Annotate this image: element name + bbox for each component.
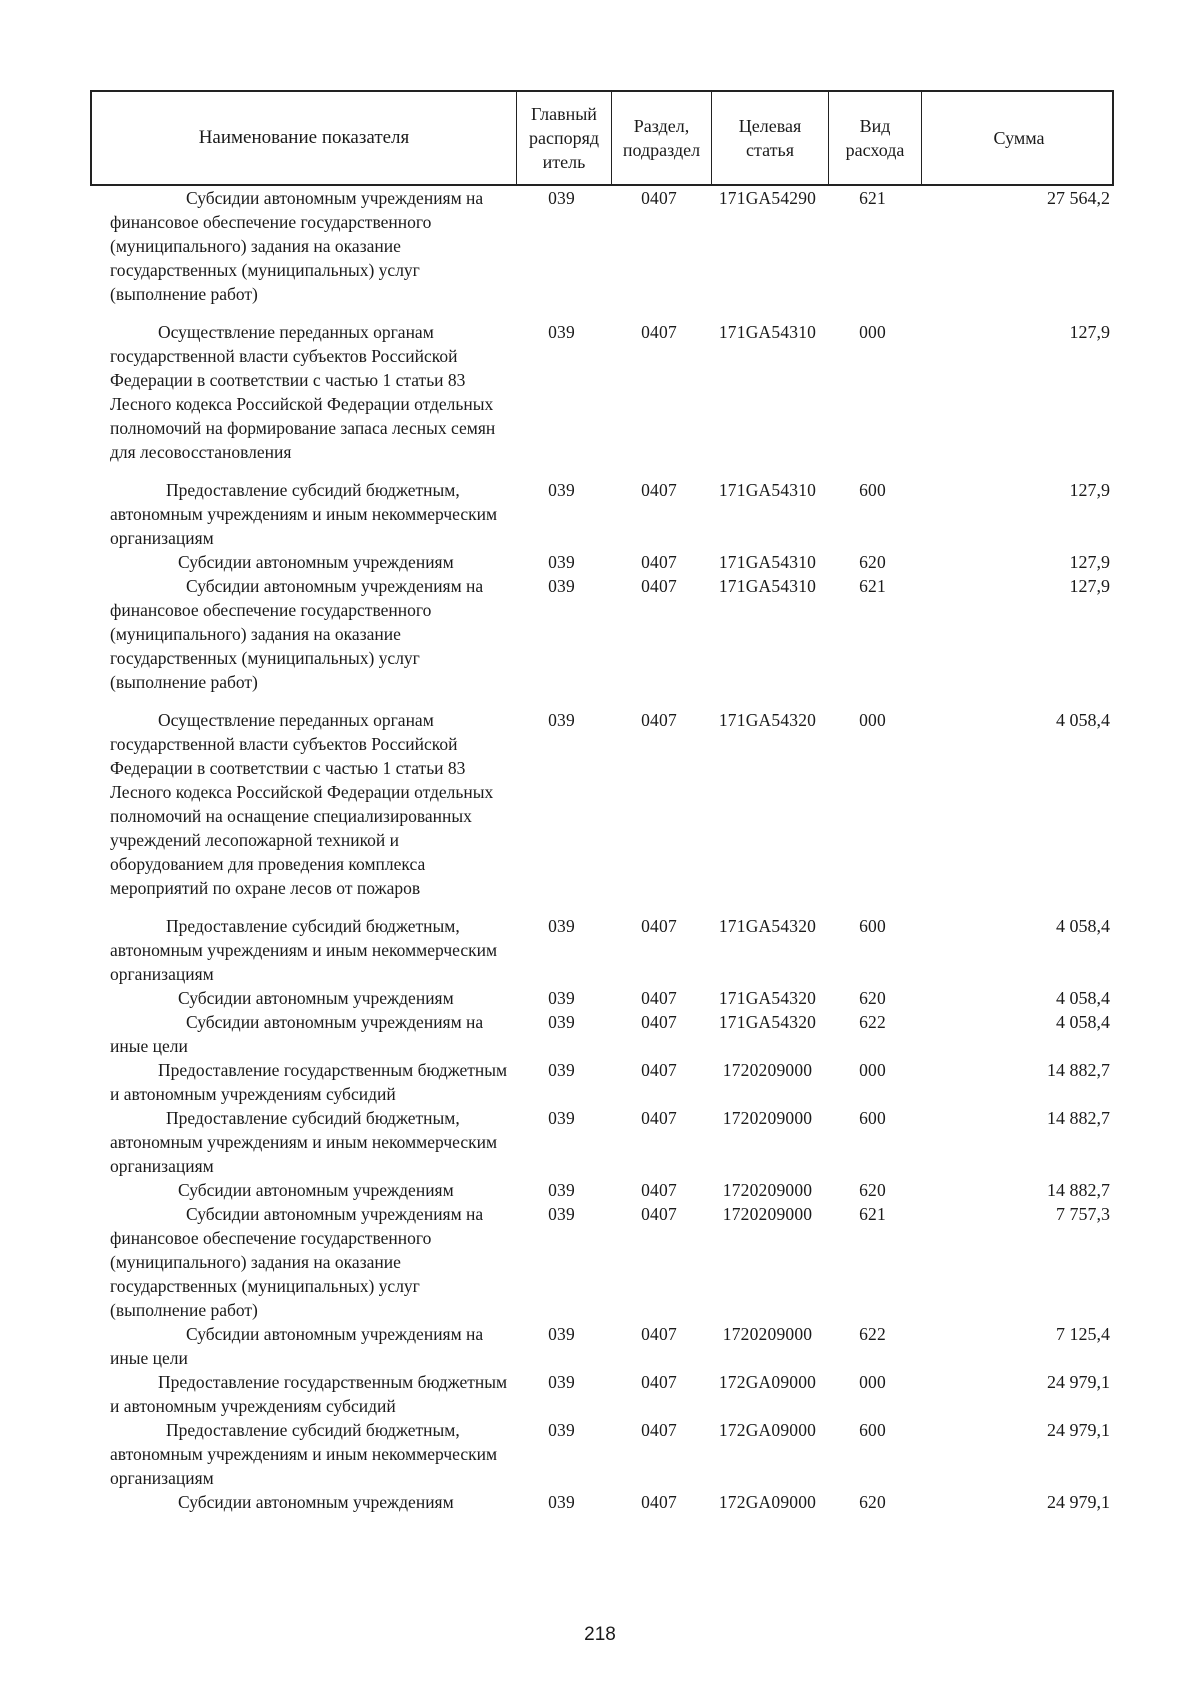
row-admin: 039	[548, 1324, 575, 1344]
row-section: 0407	[641, 916, 677, 936]
row-name-text: Предоставление субсидий бюджетным, автономным учреждениям и иным некоммерческим организациям	[110, 916, 498, 984]
row-section: 0407	[641, 1420, 677, 1440]
row-sum: 7 757,3	[1056, 1204, 1110, 1224]
row-name-text: Предоставление субсидий бюджетным, автономным учреждениям и иным некоммерческим организациям	[110, 480, 498, 548]
row-name	[90, 186, 514, 306]
row-name	[90, 1178, 514, 1202]
row-name-text: Субсидии автономным учреждениям	[178, 1180, 454, 1200]
row-admin: 039	[548, 1420, 575, 1440]
row-sum: 14 882,7	[1047, 1180, 1110, 1200]
row-name	[90, 478, 514, 550]
row-name-text: Субсидии автономным учреждениям на финансовое обеспечение государственного (муниципального) задания на оказание государственных (муниципальных) услуг (выполнение работ)	[110, 576, 484, 692]
row-sum: 4 058,4	[1056, 710, 1110, 730]
row-admin: 039	[548, 988, 575, 1008]
row-name	[90, 1058, 514, 1106]
row-admin: 039	[548, 552, 575, 572]
row-sum: 127,9	[1069, 576, 1110, 596]
row-section: 0407	[641, 1324, 677, 1344]
header-admin: Главный распоряд итель	[516, 92, 611, 184]
table-row	[90, 550, 1114, 574]
row-sum: 14 882,7	[1047, 1108, 1110, 1128]
row-admin: 039	[548, 1060, 575, 1080]
row-admin: 039	[548, 322, 575, 342]
row-name-text: Осуществление переданных органам государственной власти субъектов Российской Федерации в соответствии с частью 1 статьи 83 Лесного кодекса Российской Федерации отдельных полномочий на формирование запаса лесных семян для лесовосстановления	[110, 322, 496, 462]
table-row	[90, 186, 1114, 306]
header-type: Вид расхода	[828, 92, 921, 184]
row-section: 0407	[641, 552, 677, 572]
row-section: 0407	[641, 1060, 677, 1080]
header-target: Целевая статья	[711, 92, 828, 184]
table-row	[90, 1010, 1114, 1058]
row-name-text: Субсидии автономным учреждениям на иные цели	[110, 1012, 484, 1056]
row-name-text: Субсидии автономным учреждениям	[178, 1492, 454, 1512]
row-sum: 7 125,4	[1056, 1324, 1110, 1344]
row-sum: 127,9	[1069, 322, 1110, 342]
row-sum: 24 979,1	[1047, 1420, 1110, 1440]
row-name-text: Субсидии автономным учреждениям	[178, 988, 454, 1008]
row-admin: 039	[548, 710, 575, 730]
row-section: 0407	[641, 1108, 677, 1128]
row-admin: 039	[548, 576, 575, 596]
row-target: 172GA09000	[718, 1372, 817, 1392]
row-name	[90, 1322, 514, 1370]
row-target: 171GA54320	[718, 988, 817, 1008]
row-type: 600	[859, 480, 886, 500]
row-section: 0407	[641, 480, 677, 500]
row-type: 622	[859, 1012, 886, 1032]
row-type: 620	[859, 1492, 886, 1512]
row-target: 171GA54310	[718, 552, 817, 572]
row-target: 171GA54310	[718, 576, 817, 596]
row-type: 620	[859, 1180, 886, 1200]
table-row	[90, 1322, 1114, 1370]
row-admin: 039	[548, 1204, 575, 1224]
row-type: 620	[859, 552, 886, 572]
row-section: 0407	[641, 988, 677, 1008]
header-name: Наименование показателя	[198, 127, 410, 148]
row-type: 620	[859, 988, 886, 1008]
row-admin: 039	[548, 1108, 575, 1128]
row-type: 600	[859, 916, 886, 936]
document-page	[90, 90, 1114, 1514]
row-section: 0407	[641, 1012, 677, 1032]
row-sum: 14 882,7	[1047, 1060, 1110, 1080]
row-type: 600	[859, 1108, 886, 1128]
row-admin: 039	[548, 916, 575, 936]
row-type: 000	[859, 322, 886, 342]
row-section: 0407	[641, 1204, 677, 1224]
row-section: 0407	[641, 322, 677, 342]
row-name	[90, 986, 514, 1010]
row-type: 622	[859, 1324, 886, 1344]
row-sum: 24 979,1	[1047, 1492, 1110, 1512]
table-row	[90, 478, 1114, 550]
table-row	[90, 1058, 1114, 1106]
table-row	[90, 708, 1114, 900]
row-target: 1720209000	[722, 1204, 813, 1224]
row-name-text: Субсидии автономным учреждениям на иные цели	[110, 1324, 484, 1368]
row-target: 172GA09000	[718, 1492, 817, 1512]
page-number: 218	[584, 1624, 616, 1645]
table-row	[90, 1418, 1114, 1490]
row-sum: 4 058,4	[1056, 988, 1110, 1008]
row-name	[90, 320, 514, 464]
table-row	[90, 914, 1114, 986]
row-target: 1720209000	[722, 1324, 813, 1344]
row-name-text: Субсидии автономным учреждениям на финансовое обеспечение государственного (муниципального) задания на оказание государственных (муниципальных) услуг (выполнение работ)	[110, 1204, 484, 1320]
row-section: 0407	[641, 1492, 677, 1512]
table-row	[90, 1370, 1114, 1418]
row-target: 171GA54290	[718, 188, 817, 208]
row-admin: 039	[548, 1492, 575, 1512]
table-row	[90, 1202, 1114, 1322]
row-section: 0407	[641, 1372, 677, 1392]
row-name-text: Предоставление государственным бюджетным и автономным учреждениям субсидий	[110, 1060, 508, 1104]
row-name-text: Предоставление субсидий бюджетным, автономным учреждениям и иным некоммерческим организациям	[110, 1108, 498, 1176]
row-type: 621	[859, 1204, 886, 1224]
row-target: 171GA54320	[718, 916, 817, 936]
row-admin: 039	[548, 1012, 575, 1032]
row-target: 1720209000	[722, 1108, 813, 1128]
row-target: 172GA09000	[718, 1420, 817, 1440]
row-type: 000	[859, 1372, 886, 1392]
row-name	[90, 708, 514, 900]
table-row	[90, 1178, 1114, 1202]
row-sum: 4 058,4	[1056, 1012, 1110, 1032]
row-name	[90, 1010, 514, 1058]
table-row	[90, 1490, 1114, 1514]
row-name	[90, 1490, 514, 1514]
table-row	[90, 1106, 1114, 1178]
row-type: 000	[859, 710, 886, 730]
row-target: 171GA54320	[718, 1012, 817, 1032]
row-sum: 24 979,1	[1047, 1372, 1110, 1392]
table-row	[90, 320, 1114, 464]
row-admin: 039	[548, 188, 575, 208]
table-row	[90, 574, 1114, 694]
row-sum: 127,9	[1069, 552, 1110, 572]
header-section: Раздел, подраздел	[611, 92, 711, 184]
table-row	[90, 986, 1114, 1010]
row-sum: 127,9	[1069, 480, 1110, 500]
row-name-text: Предоставление субсидий бюджетным, автономным учреждениям и иным некоммерческим организациям	[110, 1420, 498, 1488]
row-admin: 039	[548, 1180, 575, 1200]
row-type: 621	[859, 188, 886, 208]
row-name	[90, 550, 514, 574]
row-target: 171GA54310	[718, 322, 817, 342]
row-target: 171GA54320	[718, 710, 817, 730]
row-sum: 4 058,4	[1056, 916, 1110, 936]
row-target: 171GA54310	[718, 480, 817, 500]
row-section: 0407	[641, 1180, 677, 1200]
row-name-text: Предоставление государственным бюджетным и автономным учреждениям субсидий	[110, 1372, 508, 1416]
row-target: 1720209000	[722, 1180, 813, 1200]
table-header	[90, 90, 1114, 186]
row-admin: 039	[548, 480, 575, 500]
row-type: 000	[859, 1060, 886, 1080]
row-name	[90, 1370, 514, 1418]
row-type: 600	[859, 1420, 886, 1440]
row-name	[90, 1106, 514, 1178]
row-name	[90, 1418, 514, 1490]
row-name	[90, 914, 514, 986]
table-body	[90, 186, 1114, 1514]
row-sum: 27 564,2	[1047, 188, 1110, 208]
row-name-text: Осуществление переданных органам государственной власти субъектов Российской Федерации в соответствии с частью 1 статьи 83 Лесного кодекса Российской Федерации отдельных полномочий на оснащение специализированных учреждений лесопожарной техникой и оборудованием для проведения комплекса мероприятий по охране лесов от пожаров	[110, 710, 494, 898]
row-name-text: Субсидии автономным учреждениям на финансовое обеспечение государственного (муниципального) задания на оказание государственных (муниципальных) услуг (выполнение работ)	[110, 188, 484, 304]
row-name	[90, 1202, 514, 1322]
row-name-text: Субсидии автономным учреждениям	[178, 552, 454, 572]
row-section: 0407	[641, 710, 677, 730]
row-type: 621	[859, 576, 886, 596]
row-target: 1720209000	[722, 1060, 813, 1080]
row-admin: 039	[548, 1372, 575, 1392]
header-sum: Сумма	[921, 92, 1116, 184]
row-section: 0407	[641, 576, 677, 596]
row-name	[90, 574, 514, 694]
row-section: 0407	[641, 188, 677, 208]
